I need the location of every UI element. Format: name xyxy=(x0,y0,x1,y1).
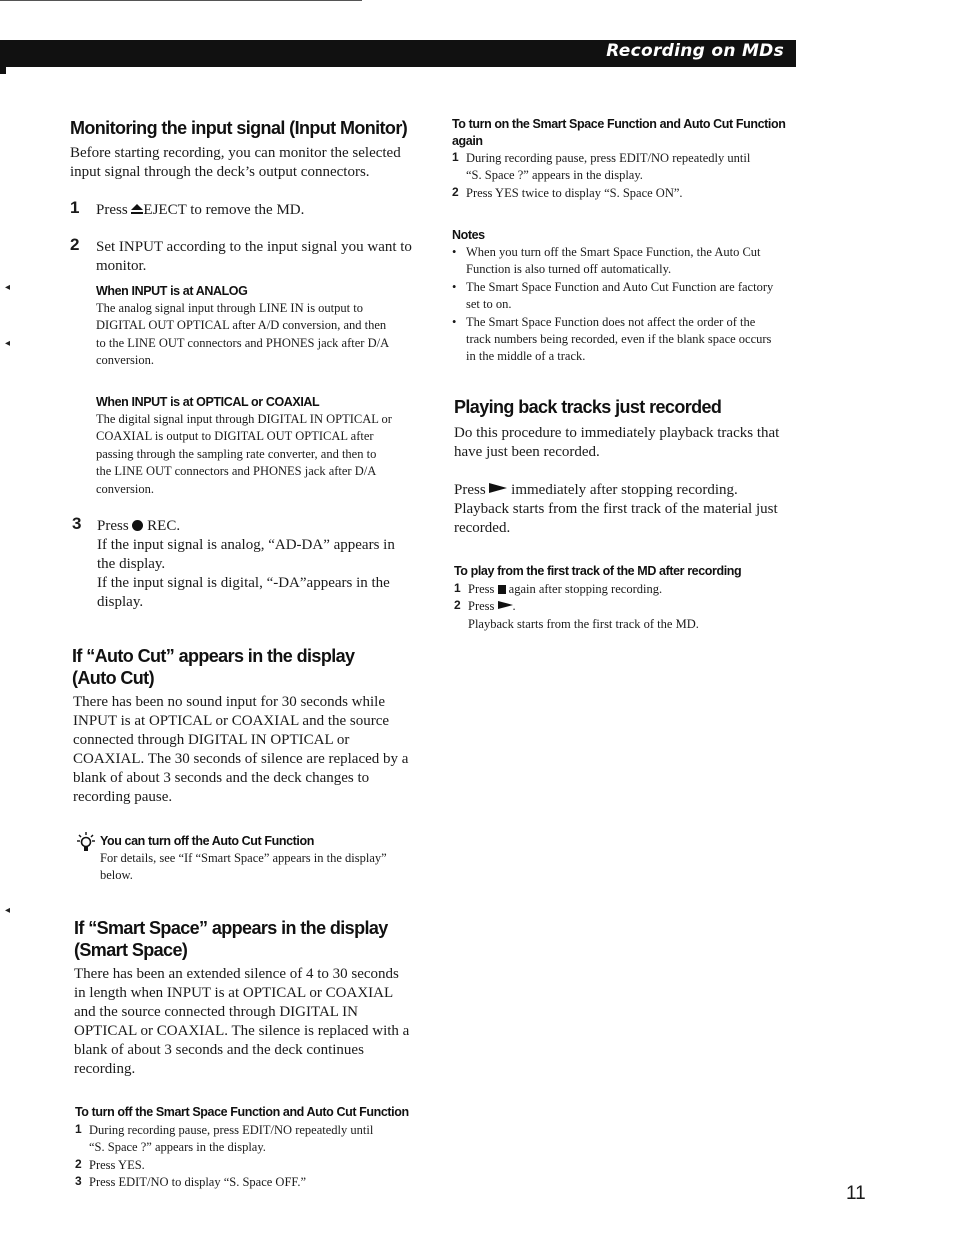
text-line: The digital signal input through DIGITAL IN OPTICAL or xyxy=(96,412,392,426)
rec-label: REC. xyxy=(143,518,181,534)
optical-description xyxy=(96,411,426,498)
page-number: 11 xyxy=(846,1183,866,1204)
text-line: conversion. xyxy=(96,353,154,368)
analog-description xyxy=(96,300,426,370)
stop-icon xyxy=(498,585,506,594)
play-first-steps xyxy=(454,581,814,633)
heading-line: If “Smart Space” appears in the display xyxy=(74,918,388,938)
input-monitor-intro xyxy=(70,144,430,182)
heading-line: again xyxy=(452,134,483,148)
smart-space-description xyxy=(74,965,434,1079)
text-line: COAXIAL is output to DIGITAL OUT OPTICAL after xyxy=(96,429,374,444)
play-icon xyxy=(498,601,513,609)
text-line: in length when INPUT is at OPTICAL or COAXIAL xyxy=(74,985,394,1001)
step-text: again after stopping recording. xyxy=(505,582,663,596)
text-line: DIGITAL OUT OPTICAL after A/D conversion, and then xyxy=(96,318,387,333)
turn-off-steps xyxy=(75,1122,425,1192)
step3-first-line xyxy=(97,517,427,536)
list-item xyxy=(454,581,814,598)
text-line: Press YES. xyxy=(89,1157,145,1172)
text-line: The Smart Space Function does not affect the order of the xyxy=(466,314,756,329)
margin-mark: ◂ xyxy=(5,905,11,916)
text-line: connected through DIGITAL IN OPTICAL or xyxy=(73,732,350,748)
heading-turn-on xyxy=(452,116,812,150)
margin-mark: ◂ xyxy=(5,282,11,293)
step-number: 1 xyxy=(452,150,459,164)
heading-input-monitor: Monitoring the input signal (Input Monitor) xyxy=(70,118,408,138)
tip-text xyxy=(100,850,430,885)
text-line: the display. xyxy=(97,556,166,572)
text-line: If the input signal is analog, “AD-DA” appears in xyxy=(97,537,395,553)
step-number: 2 xyxy=(454,598,461,613)
text-line: “S. Space ?” appears in the display. xyxy=(89,1140,266,1155)
tip-lightbulb-icon xyxy=(77,832,95,852)
text-line: If the input signal is digital, “-DA”appears in the xyxy=(97,575,390,591)
heading-play-first: To play from the first track of the MD after recording xyxy=(454,564,742,578)
press-label: Press xyxy=(454,482,490,498)
text-line: recording pause. xyxy=(73,789,173,805)
step3-text xyxy=(97,517,427,612)
list-item xyxy=(452,150,812,185)
press-label: Press xyxy=(97,518,133,534)
step-number: 2 xyxy=(75,1156,82,1171)
turn-on-steps xyxy=(452,150,812,202)
list-item xyxy=(452,185,812,202)
step2-text xyxy=(96,238,426,276)
step-line xyxy=(468,598,814,615)
heading-line: If “Auto Cut” appears in the display xyxy=(72,646,355,666)
heading-line: (Smart Space) xyxy=(74,940,188,960)
text-line: passing through the sampling rate converter, and then to xyxy=(96,446,377,461)
list-item xyxy=(452,244,812,279)
text-line: Function is also turned off automatically. xyxy=(466,262,672,277)
margin-mark: ◂ xyxy=(5,338,11,349)
auto-cut-description xyxy=(73,693,433,807)
text-line: OPTICAL or COAXIAL. The silence is replaced with a xyxy=(74,1023,410,1039)
list-item xyxy=(75,1122,425,1157)
list-item xyxy=(75,1174,425,1191)
text-line: The analog signal input through LINE IN is output to xyxy=(96,301,363,315)
press-play-line xyxy=(454,481,814,500)
step-number: 1 xyxy=(70,198,80,217)
text-line: recorded. xyxy=(454,520,511,536)
step-line xyxy=(468,581,814,598)
text-line: When you turn off the Smart Space Function, the Auto Cut xyxy=(466,245,761,259)
text-line: track numbers being recorded, even if the blank space occurs xyxy=(466,332,772,347)
play-icon xyxy=(489,483,507,493)
top-rule xyxy=(0,0,362,1)
bullet-icon: • xyxy=(452,314,457,329)
list-item xyxy=(454,598,814,633)
heading-smart-space xyxy=(74,917,388,961)
heading-analog: When INPUT is at ANALOG xyxy=(96,284,248,298)
text-line: Before starting recording, you can monitor the selected xyxy=(70,145,401,161)
heading-line: (Auto Cut) xyxy=(72,668,154,688)
text-line: to the LINE OUT connectors and PHONES jack after D/A xyxy=(96,335,390,350)
text-line: COAXIAL. The 30 seconds of silence are replaced by a xyxy=(73,751,409,767)
text-line: recording. xyxy=(74,1061,136,1077)
playback-instructions xyxy=(454,481,814,538)
text-line: INPUT is at OPTICAL or COAXIAL and the source xyxy=(73,713,390,729)
text-line: and the source connected through DIGITAL IN xyxy=(74,1004,358,1020)
text-line: During recording pause, press EDIT/NO repeatedly until xyxy=(466,151,751,165)
text-line: Playback starts from the first track of the material just xyxy=(454,501,778,517)
step-number: 3 xyxy=(72,514,82,533)
list-item xyxy=(452,314,812,366)
heading-auto-cut xyxy=(72,645,354,689)
bullet-icon: • xyxy=(452,279,457,294)
section-title: Recording on MDs xyxy=(606,41,784,61)
step-text: . xyxy=(512,599,516,614)
list-item xyxy=(452,279,812,314)
heading-line: To turn on the Smart Space Function and Auto Cut Function xyxy=(452,117,786,131)
notes-heading: Notes xyxy=(452,228,485,242)
press-label: Press xyxy=(468,582,498,596)
text-line: blank of about 3 seconds and the deck changes to xyxy=(73,770,370,786)
text-line: The Smart Space Function and Auto Cut Function are factory xyxy=(466,279,774,294)
text-line: the LINE OUT connectors and PHONES jack after D/A xyxy=(96,464,377,479)
text-line: conversion. xyxy=(96,481,154,496)
record-icon xyxy=(132,520,143,531)
step-number: 2 xyxy=(452,184,459,199)
text-line: Set INPUT according to the input signal you want to xyxy=(96,239,412,255)
eject-icon xyxy=(131,204,143,215)
press-play-text: immediately after stopping recording. xyxy=(507,482,738,498)
text-line: For details, see “If “Smart Space” appears in the display” xyxy=(100,851,387,865)
text-line: Press YES twice to display “S. Space ON”. xyxy=(466,185,683,200)
press-label: Press xyxy=(96,202,132,218)
text-line: have just been recorded. xyxy=(454,444,600,460)
tip-heading: You can turn off the Auto Cut Function xyxy=(100,834,314,848)
text-line: in the middle of a track. xyxy=(466,349,586,364)
playback-intro xyxy=(454,424,814,462)
text-line: There has been an extended silence of 4 to 30 seconds xyxy=(74,966,399,982)
text-line: “S. Space ?” appears in the display. xyxy=(466,168,643,183)
step-number: 1 xyxy=(75,1122,82,1136)
section-header-bar xyxy=(0,40,796,67)
press-label: Press xyxy=(468,599,498,614)
text-line: input signal through the deck’s output connectors. xyxy=(70,164,370,180)
text-line: Do this procedure to immediately playback tracks that xyxy=(454,425,780,441)
text-line: During recording pause, press EDIT/NO repeatedly until xyxy=(89,1123,374,1137)
bullet-icon: • xyxy=(452,245,457,259)
step1-text xyxy=(96,201,304,220)
heading-optical: When INPUT is at OPTICAL or COAXIAL xyxy=(96,395,320,409)
heading-turn-off: To turn off the Smart Space Function and Auto Cut Function xyxy=(75,1105,409,1119)
step-number: 3 xyxy=(75,1174,82,1189)
text-line: Playback starts from the first track of the MD. xyxy=(468,616,699,631)
notes-list xyxy=(452,244,812,366)
text-line: set to on. xyxy=(466,297,512,312)
step-number: 2 xyxy=(70,235,80,254)
text-line: monitor. xyxy=(96,258,147,274)
step-number: 1 xyxy=(454,581,461,595)
step1-content: EJECT to remove the MD. xyxy=(143,202,305,218)
text-line: display. xyxy=(97,594,144,610)
text-line: There has been no sound input for 30 seconds while xyxy=(73,694,386,710)
header-tick xyxy=(0,67,6,74)
heading-playback: Playing back tracks just recorded xyxy=(454,397,722,417)
text-line: Press EDIT/NO to display “S. Space OFF.” xyxy=(89,1175,307,1190)
text-line: below. xyxy=(100,868,133,883)
text-line: blank of about 3 seconds and the deck continues xyxy=(74,1042,364,1058)
list-item xyxy=(75,1157,425,1174)
